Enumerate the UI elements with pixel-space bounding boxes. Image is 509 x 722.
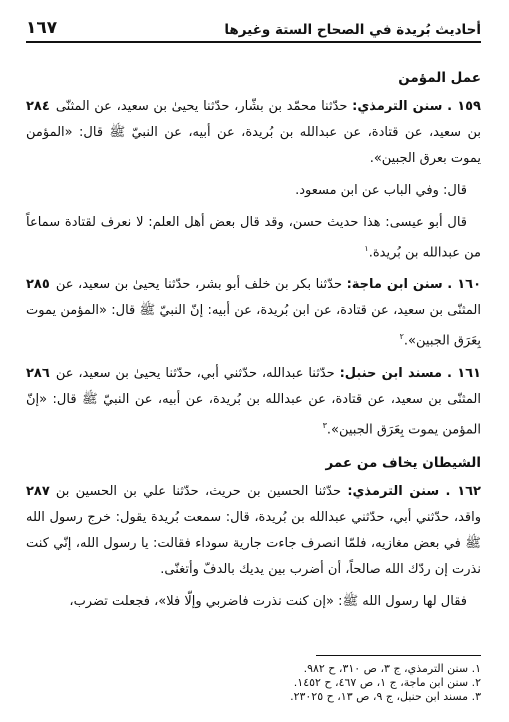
- footnote-divider: [316, 655, 481, 656]
- hadith-160: [26, 272, 481, 354]
- footnote-mark: ٢: [399, 332, 404, 342]
- hadith-text: حدّثنا بكر بن خلف أبو بشر، حدّثنا يحيىٰ بن سعيد، عن المثنّى بن سعيد، عن قتادة، عن ابن بُريدة، عن أبيه: إنّ النبيّ ﷺ قال: «المؤمن يموت بِعَرَق الجبين».: [26, 277, 481, 349]
- hadith-source: سنن ابن ماجة:: [346, 277, 443, 293]
- margin-ref: ٢٨٤: [26, 99, 50, 114]
- hadith-continuation: فقال لها رسول الله ﷺ: «إن كنت نذرت فاضربي وإلّا فلا»، فجعلت تضرب،: [69, 593, 467, 609]
- margin-ref: ٢٨٥: [26, 277, 50, 293]
- hadith-source: مسند ابن حنبل:: [339, 365, 443, 381]
- hadith-continuation: قال: وفي الباب عن ابن مسعود.: [295, 183, 467, 198]
- hadith-text: حدّثنا الحسين بن حريث، حدّثنا علي بن الحسين بن واقد، حدّثني أبي، حدّثني عبدالله بن بُريدة، قال: سمعت بُريدة يقول: خرج رسول الله ﷺ في بعض مغازيه، فلمّا انصرف جاءت جارية سوداء فقالت: يا رسول الله، إنّي كنت نذرت إن ردّك الله صالحاً، أن أضرب بين يديك بالدفّ وأتغنّى.: [26, 483, 481, 577]
- page-number: ١٦٧: [26, 18, 58, 38]
- section-heading: عمل المؤمن: [398, 70, 481, 86]
- hadith-number: ١٦٠ .: [447, 277, 482, 293]
- hadith-159: [26, 94, 481, 172]
- margin-ref: ٢٨٧: [26, 483, 50, 499]
- continuation-text: قال أبو عيسى: هذا حديث حسن، وقد قال بعض أهل العلم: لا نعرف لقتادة سماعاً من عبدالله بن بُريدة.: [26, 215, 481, 261]
- header-title: أحاديث بُريدة في الصحاح الستة وغيرها: [224, 22, 481, 38]
- running-header: [26, 14, 481, 43]
- hadith-161: [26, 361, 481, 443]
- hadith-number: ١٥٩ .: [447, 99, 481, 114]
- hadith-number: ١٦٢ .: [445, 483, 481, 499]
- hadith-source: سنن الترمذي:: [352, 99, 443, 114]
- footnote-mark: ٣: [322, 420, 327, 430]
- hadith-number: ١٦١ .: [446, 365, 481, 381]
- footnote: ٣. مسند ابن حنبل، ج ٩، ص ١٣، ح ٢٣٠٢٥.: [290, 690, 481, 703]
- margin-ref: ٢٨٦: [26, 365, 50, 381]
- hadith-continuation: [26, 210, 481, 266]
- hadith-source: سنن الترمذي:: [347, 483, 440, 499]
- footnotes: [26, 655, 481, 704]
- hadith-162: [26, 479, 481, 583]
- footnote-mark: ١: [364, 244, 369, 253]
- hadith-text: حدّثنا محمّد بن بشّار، حدّثنا يحيىٰ بن سعيد، عن المثنّى بن سعيد، عن قتادة، عن عبدالله بن بُريدة، عن أبيه، عن النبيّ ﷺ قال: «المؤمن يموت بعرق الجبين».: [26, 99, 481, 166]
- section-heading: الشيطان يخاف من عمر: [325, 454, 481, 471]
- hadith-text: حدّثنا عبدالله، حدّثني أبي، حدّثنا يحيىٰ بن سعيد، عن المثنّى بن سعيد، عن قتادة، عن عبدالله بن بُريدة، عن أبيه، عن النبيّ ﷺ قال: «إنّ المؤمن يموت بِعَرَق الجبين».: [26, 365, 481, 437]
- page-body: [26, 58, 481, 615]
- footnote: ٢. سنن ابن ماجة، ج ١، ص ٤٦٧، ح ١٤٥٢.: [293, 676, 481, 689]
- footnote: ١. سنن الترمذي، ج ٣، ص ٣١٠، ح ٩٨٢.: [303, 662, 481, 675]
